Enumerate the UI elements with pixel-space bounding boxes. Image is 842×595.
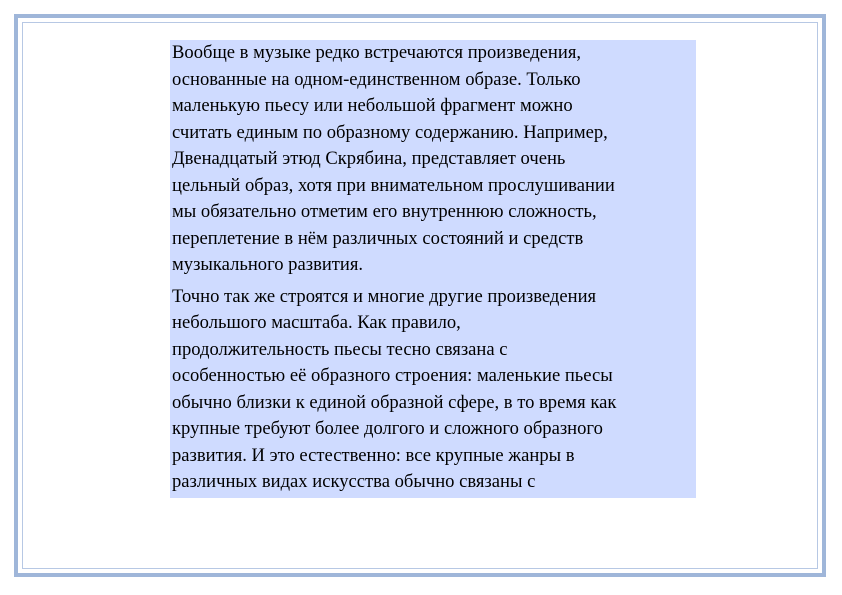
paragraph-2 xyxy=(172,284,696,496)
text-line: развития. И это естественно: все крупные жанры в xyxy=(172,444,575,466)
text-line: маленькую пьесу или небольшой фрагмент можно xyxy=(172,95,573,116)
text-line: продолжительность пьесы тесно связана с xyxy=(172,338,508,360)
text-line: Точно так же строятся и многие другие произведения xyxy=(172,285,597,307)
text-line: различных видах искусства обычно связаны с xyxy=(172,471,536,492)
text-line: особенностью её образного строения: маленькие пьесы xyxy=(172,365,613,386)
paragraph-1 xyxy=(172,40,696,279)
text-line: Вообще в музыке редко встречаются произведения, xyxy=(172,42,582,63)
text-line: крупные требуют более долгого и сложного образного xyxy=(172,418,603,439)
text-line: обычно близки к единой образной сфере, в то время как xyxy=(172,391,617,413)
text-line: мы обязательно отметим его внутреннюю сложность, xyxy=(172,201,597,222)
text-block xyxy=(170,40,696,498)
text-line: музыкального развития. xyxy=(172,254,364,275)
text-line: цельный образ, хотя при внимательном прослушивании xyxy=(172,174,615,196)
text-line: Двенадцатый этюд Скрябина, представляет очень xyxy=(172,148,566,169)
text-line: основанные на одном-единственном образе. Только xyxy=(172,68,581,90)
text-line: переплетение в нём различных состояний и средств xyxy=(172,227,584,249)
text-line: небольшого масштаба. Как правило, xyxy=(172,312,461,333)
text-line: считать единым по образному содержанию. Например, xyxy=(172,121,608,143)
